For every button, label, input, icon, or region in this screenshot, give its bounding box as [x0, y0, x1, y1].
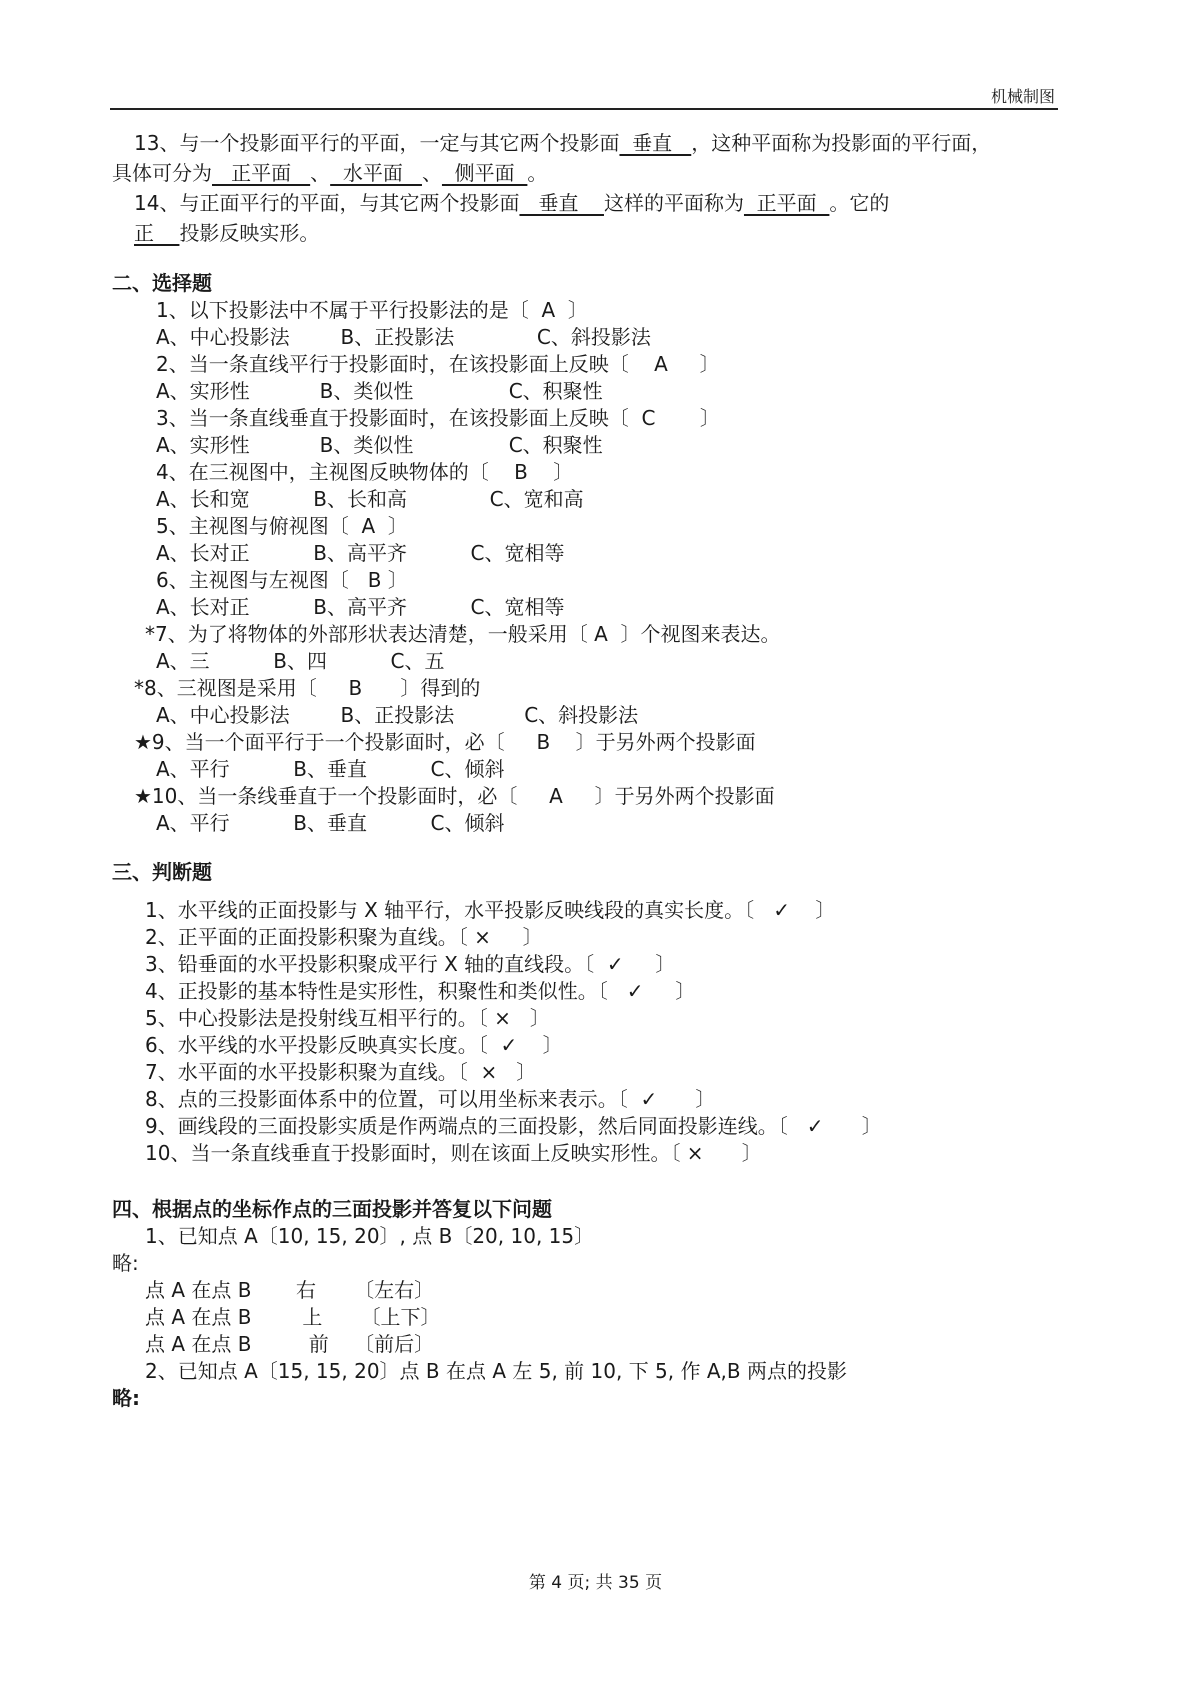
s4-answer-line: 点 A 在点 B 右 〔左右〕	[145, 1278, 435, 1302]
s2-line: A、平行 B、垂直 C、倾斜	[156, 811, 505, 835]
s2-line: ★10、当一条线垂直于一个投影面时，必〔 A 〕于另外两个投影面	[134, 784, 775, 808]
s2-line: A、实形性 B、类似性 C、积聚性	[156, 379, 603, 403]
q14-line-1: 14、与正面平行的平面，与其它两个投影面 垂直 这样的平面称为 正平面 。它的	[134, 191, 890, 215]
s2-line: A、长对正 B、高平齐 C、宽相等	[156, 595, 565, 619]
q14-blank-2: 正平面	[743, 191, 830, 215]
s3-line: 4、正投影的基本特性是实形性，积聚性和类似性。〔 ✓ 〕	[145, 979, 696, 1003]
s2-line: *8、三视图是采用〔 B 〕得到的	[134, 676, 481, 700]
s3-line: 2、正平面的正面投影积聚为直线。〔 × 〕	[145, 925, 543, 949]
s4-answer-line: 点 A 在点 B 前 〔前后〕	[145, 1332, 435, 1356]
s4-answer-line: 点 A 在点 B 上 〔上下〕	[145, 1305, 441, 1329]
s2-line: *7、为了将物体的外部形状表达清楚，一般采用〔 A 〕个视图来表达。	[145, 622, 781, 646]
s2-line: A、平行 B、垂直 C、倾斜	[156, 757, 505, 781]
s2-line: 6、主视图与左视图〔 B 〕	[156, 568, 408, 592]
section-2-title: 二、选择题	[112, 271, 212, 295]
s2-line: 4、在三视图中，主视图反映物体的〔 B 〕	[156, 460, 574, 484]
s2-line: 5、主视图与俯视图〔 A 〕	[156, 514, 408, 538]
page-footer: 第 4 页; 共 35 页	[528, 1573, 663, 1593]
s2-line: ★9、当一个面平行于一个投影面时，必〔 B 〕于另外两个投影面	[134, 730, 756, 754]
q13-blank-4: 侧平面	[441, 161, 528, 185]
header-rule	[110, 108, 1058, 110]
s2-line: A、实形性 B、类似性 C、积聚性	[156, 433, 603, 457]
s3-line: 6、水平线的水平投影反映真实长度。〔 ✓ 〕	[145, 1033, 563, 1057]
s3-line: 10、当一条直线垂直于投影面时，则在该面上反映实形性。〔 × 〕	[145, 1141, 762, 1165]
s2-line: A、中心投影法 B、正投影法 C、斜投影法	[156, 325, 651, 349]
q13-blank-1: 垂直	[619, 131, 692, 155]
s4-answer-label: 略:	[112, 1251, 139, 1275]
s2-line: 2、当一条直线平行于投影面时，在该投影面上反映〔 A 〕	[156, 352, 720, 376]
s2-line: 3、当一条直线垂直于投影面时，在该投影面上反映〔 C 〕	[156, 406, 720, 430]
q13-blank-3: 水平面	[330, 161, 422, 185]
s2-line: A、长和宽 B、长和高 C、宽和高	[156, 487, 584, 511]
s3-line: 8、点的三投影面体系中的位置，可以用坐标来表示。〔 ✓ 〕	[145, 1087, 716, 1111]
s4-question-1: 1、已知点 A〔10, 15, 20〕, 点 B〔20, 10, 15〕	[145, 1224, 595, 1248]
section-4-title: 四、根据点的坐标作点的三面投影并答复以下问题	[112, 1197, 552, 1221]
s3-line: 5、中心投影法是投射线互相平行的。〔 × 〕	[145, 1006, 550, 1030]
section-3-title: 三、判断题	[112, 860, 212, 884]
s3-line: 3、铅垂面的水平投影积聚成平行 X 轴的直线段。〔 ✓ 〕	[145, 952, 676, 976]
s2-line: A、三 B、四 C、五	[156, 649, 445, 673]
q13-line-2: 具体可分为 正平面 、 水平面 、 侧平面 。	[112, 161, 548, 185]
s3-line: 9、画线段的三面投影实质是作两端点的三面投影，然后同面投影连线。〔 ✓ 〕	[145, 1114, 882, 1138]
q14-line-2: 正 投影反映实形。	[134, 221, 320, 245]
s3-line: 7、水平面的水平投影积聚为直线。〔 × 〕	[145, 1060, 537, 1084]
s4-answer-label: 略:	[112, 1386, 140, 1410]
s3-line: 1、水平线的正面投影与 X 轴平行，水平投影反映线段的真实长度。〔 ✓ 〕	[145, 898, 836, 922]
s4-question-2: 2、已知点 A〔15, 15, 20〕点 B 在点 A 左 5, 前 10, 下 5, 作 A,B 两点的投影	[145, 1359, 847, 1383]
s2-line: 1、以下投影法中不属于平行投影法的是〔 A 〕	[156, 298, 588, 322]
q14-blank-1: 垂直	[519, 191, 604, 215]
q14-blank-3: 正	[134, 221, 180, 245]
header-title: 机械制图	[990, 87, 1055, 106]
s2-line: A、长对正 B、高平齐 C、宽相等	[156, 541, 565, 565]
q13-blank-2: 正平面	[212, 161, 311, 185]
s2-line: A、中心投影法 B、正投影法 C、斜投影法	[156, 703, 639, 727]
q13-line-1: 13、与一个投影面平行的平面，一定与其它两个投影面 垂直 ，这种平面称为投影面的平行面，	[134, 131, 992, 155]
